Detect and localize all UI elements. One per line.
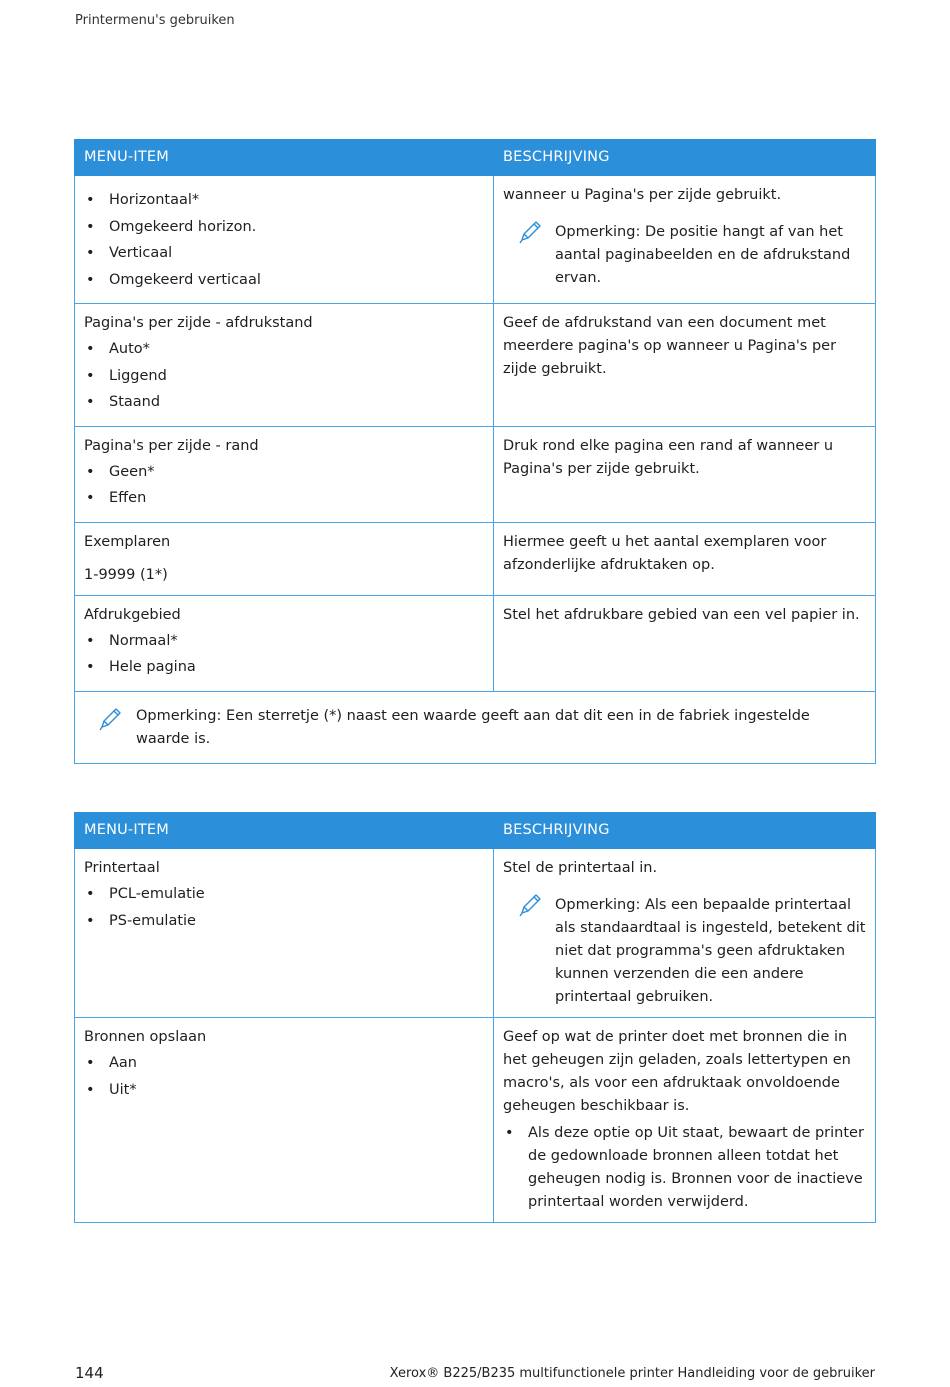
description-cell	[494, 849, 876, 1018]
description-cell	[494, 595, 876, 691]
description-text: Hiermee geeft u het aantal exemplaren voor afzonderlijke afdruktaken op.	[503, 533, 827, 573]
menu-item-cell	[75, 595, 494, 691]
description-cell	[494, 176, 876, 304]
table-row	[75, 849, 876, 1018]
option-item: • PCL-emulatie	[84, 883, 484, 906]
menu-item-cell	[75, 176, 494, 304]
description-text: Geef op wat de printer doet met bronnen die in het geheugen zijn geladen, zoals lettertypen en macro's, als voor een afdruktaak onvoldoende geheugen beschikbaar is.	[503, 1029, 851, 1114]
note-text: Opmerking: De positie hangt af van het aantal paginabeelden en de afdrukstand ervan.	[555, 224, 851, 286]
column-header-description: BESCHRIJVING	[494, 813, 876, 849]
description-bullet-list	[503, 1122, 866, 1214]
menu-item-cell	[75, 849, 494, 1018]
menu-item-title: Pagina's per zijde - afdrukstand	[84, 315, 313, 331]
note-block	[503, 221, 866, 290]
option-item: • Normaal*	[84, 630, 484, 653]
table-row	[75, 304, 876, 427]
description-cell	[494, 304, 876, 427]
footnote-text: Opmerking: Een sterretje (*) naast een waarde geeft aan dat dit een in de fabriek ingestelde waarde is.	[136, 707, 810, 747]
option-item: • Staand	[84, 391, 484, 414]
option-list	[84, 338, 484, 414]
option-item: • Horizontaal*	[84, 189, 484, 212]
menu-item-cell	[75, 522, 494, 595]
column-header-menu-item: MENU-ITEM	[75, 140, 494, 176]
menu-table-1	[74, 139, 876, 764]
pencil-note-icon	[517, 219, 543, 245]
description-text: wanneer u Pagina's per zijde gebruikt.	[503, 187, 782, 203]
option-item: • Omgekeerd verticaal	[84, 269, 484, 292]
menu-item-title: Bronnen opslaan	[84, 1029, 207, 1045]
menu-item-title: Printertaal	[84, 860, 160, 876]
table-row	[75, 522, 876, 595]
menu-item-cell	[75, 1018, 494, 1223]
description-cell	[494, 522, 876, 595]
option-list	[84, 461, 484, 511]
footnote-cell	[75, 691, 876, 763]
option-item: • Aan	[84, 1052, 484, 1075]
menu-item-title: Exemplaren	[84, 533, 171, 550]
table-footnote-row	[75, 691, 876, 763]
description-text: Geef de afdrukstand van een document met meerdere pagina's op wanneer u Pagina's per zijde gebruikt.	[503, 315, 837, 377]
note-text: Opmerking: Als een bepaalde printertaal als standaardtaal is ingesteld, betekent dit niet dat programma's geen afdruktaken kunnen verzenden die een andere printertaal gebruiken.	[555, 897, 866, 1005]
option-item: • Liggend	[84, 365, 484, 388]
value-range: 1-9999 (1*)	[84, 566, 168, 583]
option-item: • PS-emulatie	[84, 910, 484, 933]
running-header: Printermenu's gebruiken	[75, 13, 235, 28]
option-list	[84, 1052, 484, 1102]
description-text: Stel het afdrukbare gebied van een vel papier in.	[503, 606, 860, 623]
table-header-row	[75, 813, 876, 849]
option-item: • Geen*	[84, 461, 484, 484]
menu-item-cell	[75, 426, 494, 522]
pencil-note-icon	[517, 892, 543, 918]
option-item: • Verticaal	[84, 242, 484, 265]
table-header-row	[75, 140, 876, 176]
menu-item-title: Afdrukgebied	[84, 606, 181, 623]
table-row	[75, 426, 876, 522]
option-item: • Hele pagina	[84, 656, 484, 679]
option-item: • Omgekeerd horizon.	[84, 216, 484, 239]
menu-item-cell	[75, 304, 494, 427]
menu-item-title: Pagina's per zijde - rand	[84, 437, 259, 454]
option-item: • Effen	[84, 487, 484, 510]
option-list	[84, 630, 484, 680]
column-header-description: BESCHRIJVING	[494, 140, 876, 176]
description-bullet: • Als deze optie op Uit staat, bewaart de printer de gedownloade bronnen alleen totdat het geheugen nodig is. Bronnen voor de inactieve printertaal worden verwijderd.	[503, 1122, 866, 1214]
menu-table-2	[74, 812, 876, 1223]
column-header-menu-item: MENU-ITEM	[75, 813, 494, 849]
option-item: • Uit*	[84, 1079, 484, 1102]
note-block	[503, 894, 866, 1009]
description-cell	[494, 426, 876, 522]
table-row	[75, 1018, 876, 1223]
pencil-note-icon	[97, 706, 123, 732]
description-cell	[494, 1018, 876, 1223]
option-list	[84, 883, 484, 933]
page-number: 144	[75, 1364, 104, 1382]
footer-doc-title: Xerox® B225/B235 multifunctionele printer Handleiding voor de gebruiker	[389, 1366, 875, 1381]
table-row	[75, 176, 876, 304]
option-item: • Auto*	[84, 338, 484, 361]
option-list	[84, 189, 484, 292]
description-text: Stel de printertaal in.	[503, 860, 658, 876]
table-row	[75, 595, 876, 691]
description-text: Druk rond elke pagina een rand af wanneer u Pagina's per zijde gebruikt.	[503, 437, 834, 477]
